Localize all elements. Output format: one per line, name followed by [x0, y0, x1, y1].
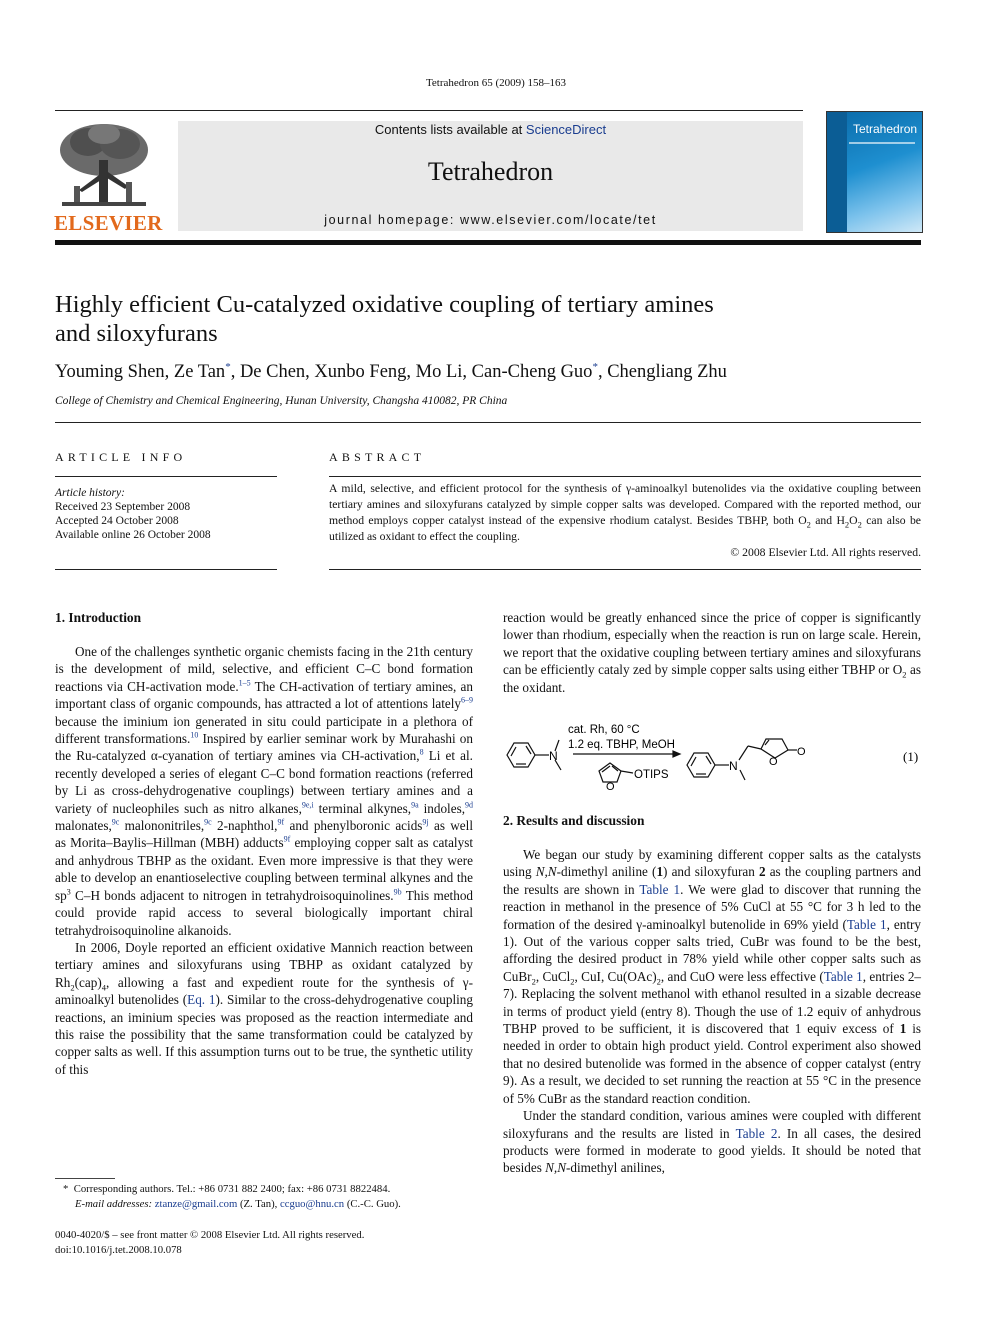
intro-text-segment: indoles,: [418, 800, 465, 816]
corresponding-star-1[interactable]: *: [225, 360, 231, 373]
intro-text-segment: malonates,: [55, 818, 112, 834]
table-1-link[interactable]: Table 1: [639, 881, 681, 897]
butenolide-product-structure: [687, 739, 797, 780]
citation-ref[interactable]: 8: [419, 748, 424, 758]
journal-banner: [178, 121, 803, 231]
affiliation-rule: [55, 422, 921, 423]
citation-ref[interactable]: 9j: [422, 817, 429, 827]
header-rule: [55, 110, 803, 111]
history-label: Article history:: [55, 487, 125, 499]
o-label-carbonyl: O: [797, 746, 806, 758]
citation-ref[interactable]: 10: [190, 730, 199, 740]
intro-text-segment: and phenylboronic acids: [284, 818, 423, 834]
front-matter: [55, 1228, 495, 1258]
intro-text-segment: This method could provide rapid access to several biologically important chiral tetrahydroisoquinoline alkanoids.: [55, 887, 474, 938]
article-info-rule: [55, 476, 277, 477]
results-text-segment: We began our study by examining different copper salts as the catalysts using: [503, 847, 921, 880]
email-footnote: [55, 1197, 473, 1212]
intro-text-segment: One of the challenges synthetic organic chemists facing in the 21th century is the development of mild, selective, and efficient C–C bond formation reactions via CH-activation mode.: [55, 644, 473, 694]
otips-label: OTIPS: [634, 769, 669, 781]
reaction-arrow: [573, 751, 680, 757]
compound-number: 1: [899, 1021, 907, 1037]
cover-title: Tetrahedron: [853, 122, 918, 136]
email-who-1: (Z. Tan),: [237, 1198, 280, 1210]
intro-body: [55, 643, 473, 1078]
accepted-date: Accepted 24 October 2008: [55, 515, 179, 527]
intro-continuation: [503, 609, 921, 696]
affiliation: College of Chemistry and Chemical Engineering, Hunan University, Changsha 410082, PR China: [55, 395, 508, 407]
intro-heading: 1. Introduction: [55, 610, 142, 625]
sciencedirect-link[interactable]: ScienceDirect: [525, 122, 607, 137]
intro-p2-text-3: , allowing a fast and expedient route for the synthesis of γ-aminoalkyl butenolides (: [55, 974, 473, 1008]
results-body: [503, 846, 921, 1177]
abstract-heading: ABSTRACT: [329, 450, 426, 464]
author-list: [55, 362, 727, 383]
results-text-segment: , and CuO were less effective (: [660, 968, 824, 984]
right-col-intro-cont: [503, 609, 921, 696]
abstract-text-3: O: [849, 514, 858, 527]
subscript: 2: [570, 976, 575, 987]
eq-1-link[interactable]: Eq. 1: [187, 992, 216, 1008]
abstract-paragraph: [329, 481, 921, 545]
condition-line-2: 1.2 eq. TBHP, MeOH: [568, 739, 675, 751]
issn-line: 0040-4020/$ – see front matter © 2008 Elsevier Ltd. All rights reserved.: [55, 1229, 365, 1241]
results-paragraph-2: [503, 1107, 921, 1177]
abstract-text-4: can also be utilized as oxidant to effect the coupling.: [329, 514, 921, 543]
corresponding-footnote: [55, 1182, 473, 1197]
article-history: [55, 486, 211, 542]
email-link-tan[interactable]: ztanze@gmail.com: [154, 1198, 238, 1210]
results-text-segment: as the coupling partners and the results are shown in: [503, 864, 922, 897]
citation-ref[interactable]: 1–5: [238, 678, 251, 688]
abstract-text-2: and H: [810, 514, 845, 527]
intro-p2-text-1: In 2006, Doyle reported an efficient oxidative Mannich reaction between tertiary amines and siloxyfurans using TBHP as oxidant catalyzed by Rh: [55, 939, 473, 990]
journal-name: Tetrahedron: [427, 157, 554, 186]
sub-cap4: 4: [101, 982, 106, 993]
abstract-bottom-rule: [329, 569, 921, 570]
corresponding-star-2[interactable]: *: [592, 360, 598, 373]
condition-line-1: cat. Rh, 60 °C: [568, 724, 640, 736]
intro-text-segment: Li et al. recently developed a series of elegant C–C bond formation reactions (referred by Li as cross-dehydrogenative couplings) between tertiary amines and a variety of nucleophiles such as nitro alkanes,: [55, 748, 473, 816]
table-2-link[interactable]: Table 2: [735, 1125, 778, 1141]
abstract-text-1: A mild, selective, and efficient protocol for the synthesis of γ-aminoalkyl butenolides via the oxidative coupling between tertiary amines and siloxyfurans catalyzed by simple copper salts was developed. Compared with the reported method, our method employs copper catalyst instead of the expensive rhodium catalyst. Besides TBHP, both O: [329, 482, 921, 527]
subscript: 2: [656, 976, 661, 987]
footnote-star: *: [63, 1183, 69, 1195]
results-text-segment: , entries 2–7). Replacing the solvent methanol with ethanol resulted in a sizable decrease in terms of product yield (entry 8). Though the use of 1.2 equiv of anhydrous TBHP proved to be sufficient, it is discovered that 1 equiv excess of: [503, 968, 922, 1037]
footnotes: [55, 1182, 473, 1212]
sub-o2-cont: 2: [902, 669, 907, 680]
footnote-rule: [55, 1178, 115, 1179]
results-p2-text-1: Under the standard condition, various amines were coupled with different siloxyfurans and the results are listed in: [503, 1108, 921, 1141]
results-text-segment: -dimethyl aniline (: [556, 864, 657, 880]
running-head: Tetrahedron 65 (2009) 158–163: [425, 77, 567, 89]
citation-ref[interactable]: 9a: [411, 800, 419, 810]
results-text-segment: is needed in order to obtain high product yield. Control experiment also showed that no desired butenolide was formed in the absence of copper catalyst (entry 9). As a result, we decided to set running the reaction at 55 °C in the presence of 5% CuBr as the standard reaction condition.: [503, 1021, 921, 1106]
intro-text-segment: as well as Morita–Baylis–Hillman (MBH) adducts: [55, 818, 473, 851]
intro-text-segment: malononitriles,: [119, 818, 205, 834]
results-heading: 2. Results and discussion: [503, 813, 645, 828]
authors-part-1: Youming Shen, Ze Tan: [55, 362, 226, 382]
online-date: Available online 26 October 2008: [55, 529, 211, 541]
email-label: E-mail addresses:: [75, 1198, 153, 1210]
results-text-segment: ) and siloxyfuran: [663, 864, 759, 880]
citation-ref[interactable]: 9d: [465, 800, 473, 810]
sub-o2b: 2: [857, 519, 862, 530]
elsevier-wordmark: ELSEVIER: [54, 211, 163, 235]
citation-ref[interactable]: 9f: [283, 835, 291, 845]
cover-spine: [827, 112, 847, 232]
table-1-link[interactable]: Table 1: [823, 968, 863, 984]
results-p2-text-2: . In all cases, the desired products were formed in moderate to good yields. It should be noted that besides: [503, 1125, 922, 1176]
citation-ref[interactable]: 6–9: [461, 695, 473, 705]
journal-cover-image: [826, 111, 923, 233]
contents-line: [178, 121, 803, 137]
abstract-copyright: © 2008 Elsevier Ltd. All rights reserved.: [730, 546, 921, 559]
citation-ref[interactable]: 9e,i: [301, 800, 314, 810]
received-date: Received 23 September 2008: [55, 501, 191, 513]
results-text-segment: , entry 1). Out of the various copper salts tried, CuBr was found to be the best, affording the desired product in 78% yield while other copper salts such as CuBr: [503, 916, 921, 984]
results-text-segment: , CuCl: [535, 968, 571, 984]
doi-line[interactable]: doi:10.1016/j.tet.2008.10.078: [55, 1244, 182, 1256]
sub-o2: 2: [806, 519, 811, 530]
abstract-rule: [329, 476, 921, 477]
compound-number: 2: [758, 864, 766, 880]
intro-text-segment: because the iminium ion generated in situ could participate in a plethora of different transformations.: [55, 713, 473, 747]
sub-h2: 2: [844, 519, 850, 530]
n-label-1: N: [549, 749, 558, 763]
equation-number: (1): [903, 749, 919, 764]
email-link-guo[interactable]: ccguo@hnu.cn: [279, 1198, 345, 1210]
intro-p2-text-2: (cap): [74, 974, 102, 990]
intro-paragraph-1: [55, 643, 473, 939]
title-line-1: Highly efficient Cu-catalyzed oxidative coupling of tertiary amines: [55, 291, 714, 318]
o-label-furan: O: [606, 781, 615, 793]
authors-part-2: , De Chen, Xunbo Feng, Mo Li, Can-Cheng Guo: [230, 362, 593, 382]
title-line-2: and siloxyfurans: [55, 320, 218, 347]
results-text-segment: . We were glad to discover that running the reaction in methanol in the presence of 5% CuCl at 55 °C for 3 h led to the formation of the desired γ-aminoalkyl butenolide in 69% yield (: [503, 881, 921, 932]
header-thick-rule: [55, 240, 921, 245]
intro-text-segment: employing copper salt as catalyst and anhydrous TBHP as the oxidant. Even more impressive is that they were able to develop an enantioselective coupling between terminal alkynes and the sp: [55, 835, 473, 903]
intro-paragraph-2: [55, 939, 473, 1078]
sub-rh2: 2: [70, 982, 75, 993]
email-who-2: (C.-C. Guo).: [344, 1198, 401, 1210]
o-label-ring: O: [769, 756, 778, 768]
citation-ref[interactable]: 9c: [204, 817, 212, 827]
cover-line: [849, 142, 915, 144]
intro-text-segment: The CH-activation of tertiary amines, an important class of organic compounds, has attracted a lot of attentions lately: [55, 678, 473, 712]
contents-prefix: Contents lists available at: [374, 122, 526, 137]
authors-part-3: , Chengliang Zhu: [597, 362, 727, 382]
intro-p2-text-4: ). Similar to the cross-dehydrogenative coupling reactions, an iminium species was proposed as the reaction intermediate and this raise the possibility that the same transformation could be catalyzed by copper salts as well. If this assumption turns out to be true, the synthetic utility of this: [55, 992, 473, 1077]
cont-text-2: as the oxidant.: [503, 662, 921, 695]
subscript: 2: [531, 976, 536, 987]
compound-number: 1: [656, 864, 664, 880]
citation-ref[interactable]: 9b: [393, 887, 402, 897]
journal-homepage[interactable]: journal homepage: www.elsevier.com/locate/tet: [324, 213, 657, 227]
citation-ref[interactable]: 9c: [111, 817, 120, 827]
italic-text: N,N: [535, 864, 557, 880]
reaction-scheme-eq1: [503, 718, 921, 798]
results-p2-text-3: -dimethyl anilines,: [566, 1160, 665, 1176]
results-text-segment: , CuI, Cu(OAc): [574, 968, 657, 984]
intro-text-segment: Inspired by earlier seminar work by Murahashi on the Ru-catalyzed α-cyanation of tertiary amines via CH-activation,: [55, 731, 473, 764]
n-label-2: N: [729, 759, 738, 773]
results-paragraph-1: [503, 846, 921, 1107]
intro-text-segment: 2-naphthol,: [211, 818, 278, 834]
table-1-link[interactable]: Table 1: [846, 916, 887, 932]
article-info-bottom-rule: [55, 569, 277, 570]
abstract-body: [329, 481, 921, 561]
intro-text-segment: terminal alkynes,: [313, 800, 412, 816]
footnote-corr-text: Corresponding authors. Tel.: +86 0731 882 2400; fax: +86 0731 8822484.: [73, 1183, 391, 1195]
citation-ref[interactable]: 9f: [277, 817, 285, 827]
intro-text-segment: C–H bonds adjacent to nitrogen in tetrahydroisoquinolines.: [70, 887, 394, 903]
cont-text-1: reaction would be greatly enhanced since the price of copper is significantly lower than rhodium, especially when the reaction is run on large scale. Herein, we report that the oxidative coupling between tertiary amines and siloxyfurans can be efficiently cataly zed by simple copper salts using either TBHP or O: [503, 610, 921, 678]
results-p2-italic: N,N: [545, 1160, 567, 1176]
article-info-heading: ARTICLE INFO: [55, 450, 187, 464]
siloxyfuran-structure: [599, 763, 633, 782]
superscript-3: 3: [66, 887, 71, 897]
article-title: [55, 290, 855, 348]
